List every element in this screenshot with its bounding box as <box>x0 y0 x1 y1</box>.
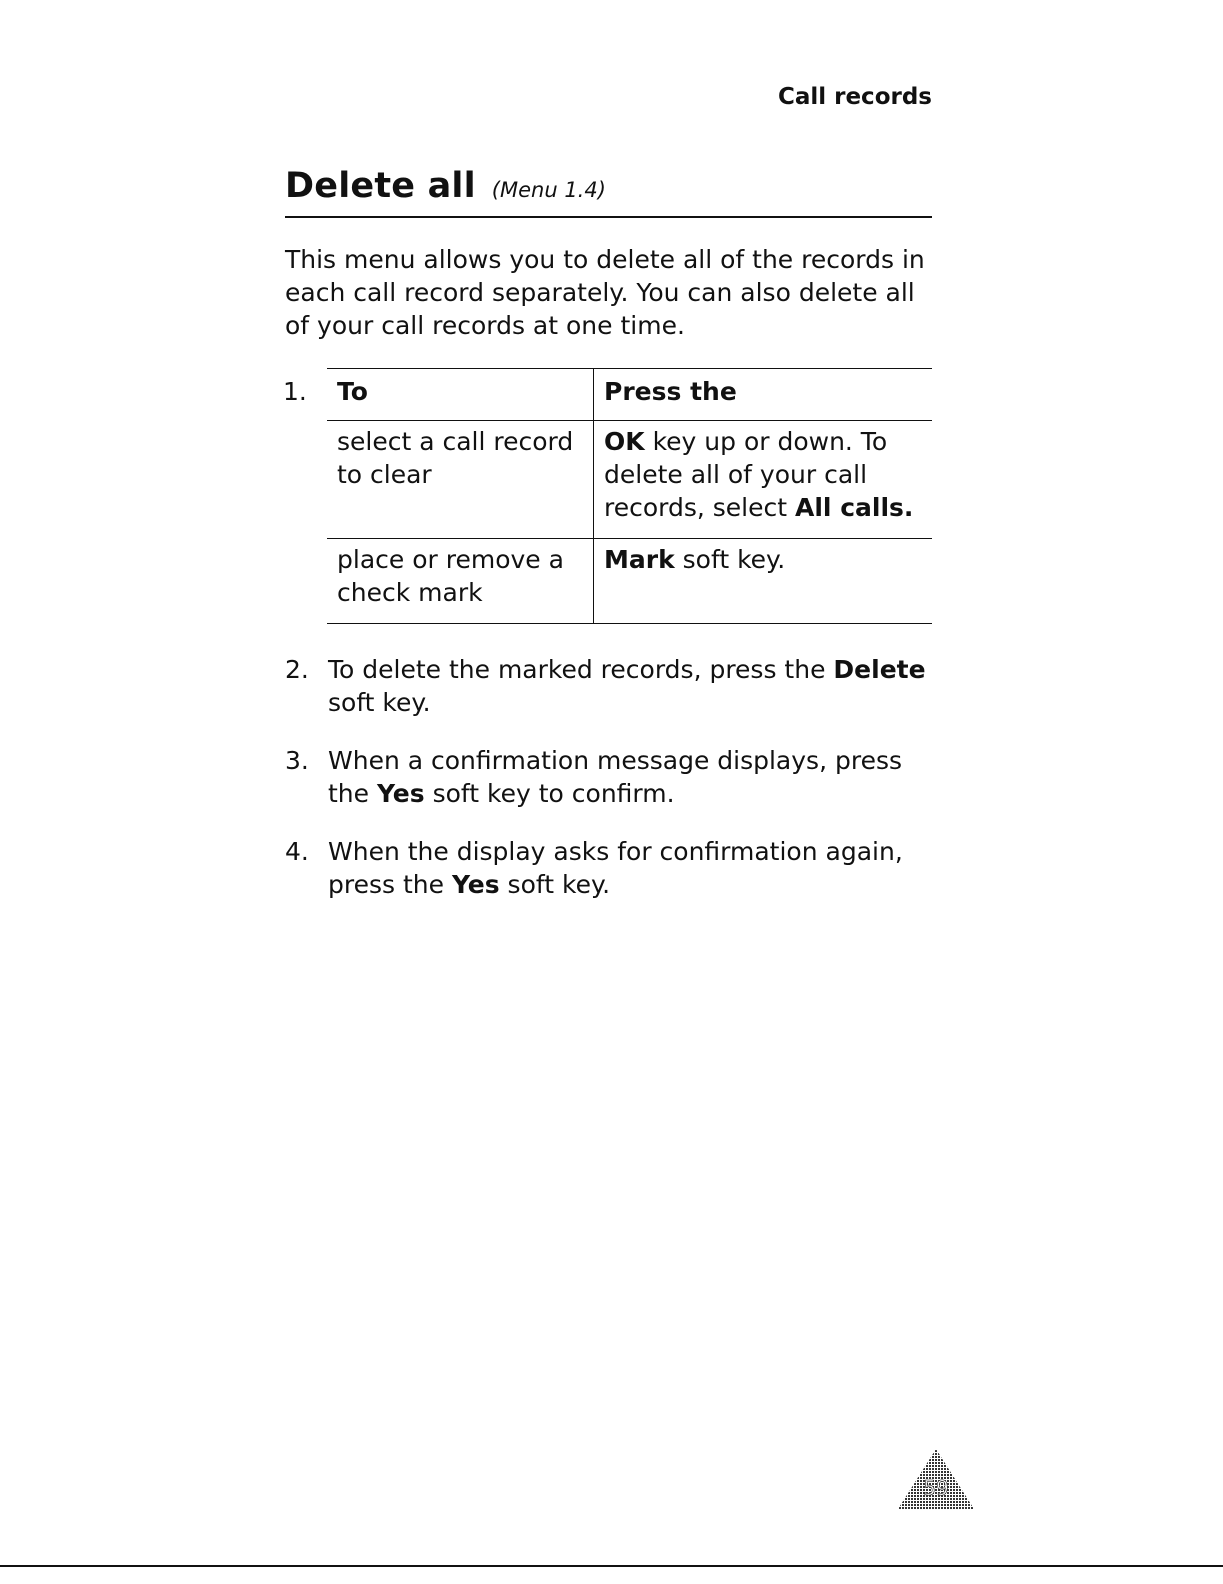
step-2-text <box>328 653 938 719</box>
table-row <box>327 539 932 624</box>
step-3-part-2: soft key to confirm. <box>424 779 675 808</box>
row-1-to: select a call record to clear <box>337 427 574 489</box>
step-2-part-1: To delete the marked records, press the <box>328 655 834 684</box>
step-4-text <box>328 835 938 901</box>
header-press-the: Press the <box>594 369 933 421</box>
page-number: 59 <box>923 1476 949 1500</box>
delete-key-label: Delete <box>833 655 926 684</box>
table-row <box>327 421 932 539</box>
step-2-part-2: soft key. <box>328 688 431 717</box>
step-4-part-1: When the display asks for confirmation again, press the <box>328 837 903 899</box>
step-1-number: 1. <box>283 377 307 406</box>
row-1-press-text: key up or down. To delete all of your call records, select <box>604 427 888 522</box>
section-title: Delete all <box>285 166 476 206</box>
running-head: Call records <box>777 84 932 110</box>
intro-paragraph: This menu allows you to delete all of the records in each call record separately. You can also delete all of your call records at one time. <box>285 245 925 340</box>
instruction-table <box>327 368 932 624</box>
header-to: To <box>337 377 368 406</box>
row-1-press <box>594 421 933 539</box>
step-2-number: 2. <box>285 655 309 684</box>
yes-key-label: Yes <box>451 870 500 899</box>
step-3-text <box>328 744 938 810</box>
mark-key-label: Mark <box>604 545 675 574</box>
row-2-press-text: soft key. <box>674 545 786 574</box>
step-3-number: 3. <box>285 746 309 775</box>
ok-key-label: OK <box>604 427 645 456</box>
all-calls-label: All calls. <box>795 493 914 522</box>
menu-reference: (Menu 1.4) <box>491 178 606 202</box>
step-4-part-2: soft key. <box>499 870 611 899</box>
table-header-row <box>327 369 932 421</box>
yes-key-label: Yes <box>376 779 425 808</box>
row-2-to: place or remove a check mark <box>337 545 564 607</box>
row-2-press <box>594 539 933 624</box>
page-number-badge <box>896 1447 976 1511</box>
step-4-number: 4. <box>285 837 309 866</box>
bottom-rule <box>0 1565 1223 1567</box>
section-heading <box>285 166 932 218</box>
step-3-part-1: When a confirmation message displays, press the <box>328 746 902 808</box>
